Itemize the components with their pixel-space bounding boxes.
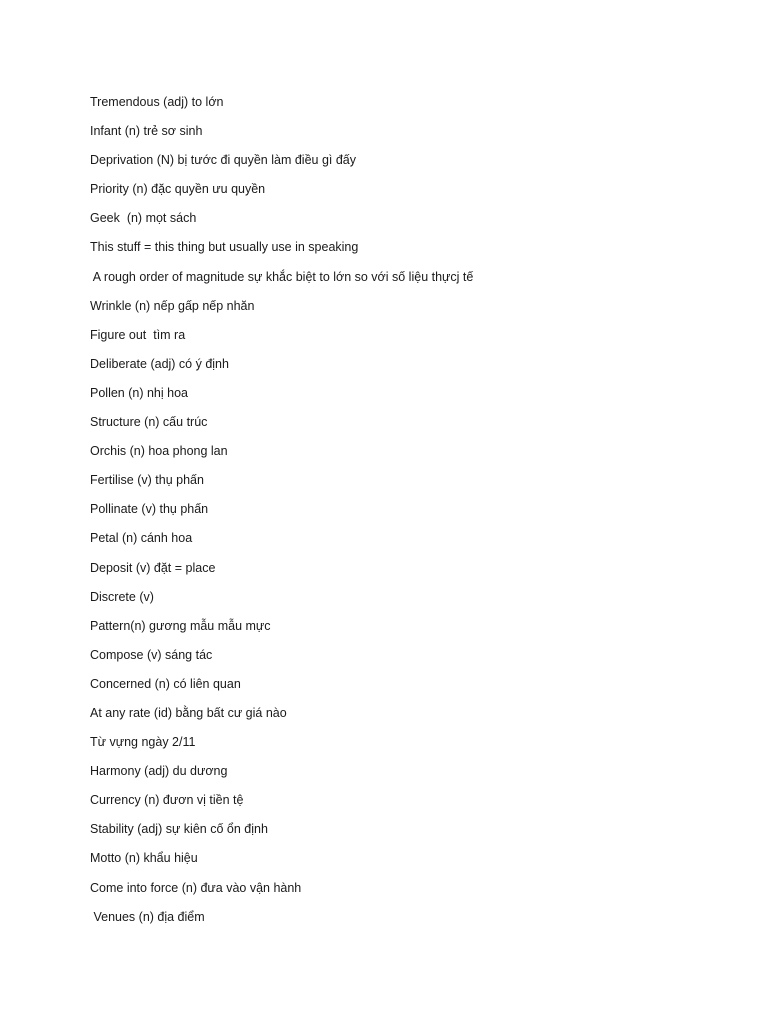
vocab-line: Compose (v) sáng tác xyxy=(90,647,213,662)
vocab-line: Figure out tìm ra xyxy=(90,327,186,342)
vocab-line: Harmony (adj) du dương xyxy=(90,764,228,779)
vocab-line: Tremendous (adj) to lớn xyxy=(90,95,224,109)
vocab-line: Orchis (n) hoa phong lan xyxy=(90,444,228,459)
vocab-line: Structure (n) cấu trúc xyxy=(90,415,208,430)
vocab-line: Wrinkle (n) nếp gấp nếp nhăn xyxy=(90,298,255,313)
vocab-line: Deprivation (N) bị tước đi quyền làm điều gì đấy xyxy=(90,153,356,168)
vocab-line: Fertilise (v) thụ phấn xyxy=(90,473,204,488)
vocab-line: Deliberate (adj) có ý định xyxy=(90,356,229,371)
vocab-line: Pattern(n) gương mẫu mẫu mực xyxy=(90,618,271,633)
vocabulary-list xyxy=(90,92,750,936)
vocab-line: Stability (adj) sự kiên cố ổn định xyxy=(90,822,268,837)
vocab-line: Infant (n) trẻ sơ sinh xyxy=(90,124,203,139)
vocab-line: Concerned (n) có liên quan xyxy=(90,676,241,691)
vocab-line: Priority (n) đặc quyền ưu quyền xyxy=(90,182,266,197)
vocab-line: A rough order of magnitude sự khắc biệt to lớn so với số liệu thựcj tế xyxy=(90,269,474,284)
vocab-line: This stuff = this thing but usually use in speaking xyxy=(90,240,359,255)
vocab-line: Come into force (n) đưa vào vận hành xyxy=(90,880,302,895)
vocab-line: Petal (n) cánh hoa xyxy=(90,531,193,546)
vocab-line: Discrete (v) xyxy=(90,589,154,604)
vocab-line: Pollen (n) nhị hoa xyxy=(90,385,188,400)
section-heading: Từ vựng ngày 2/11 xyxy=(90,735,196,750)
vocab-line: Geek (n) mọt sách xyxy=(90,211,197,226)
vocab-line: Venues (n) địa điểm xyxy=(90,909,205,924)
vocab-line: Pollinate (v) thụ phấn xyxy=(90,502,209,517)
vocab-line: Currency (n) đươn vị tiền tệ xyxy=(90,793,244,808)
vocab-line: Motto (n) khẩu hiệu xyxy=(90,851,198,866)
vocab-line: At any rate (id) bằng bất cư giá nào xyxy=(90,705,287,720)
vocab-line: Deposit (v) đặt = place xyxy=(90,560,216,575)
